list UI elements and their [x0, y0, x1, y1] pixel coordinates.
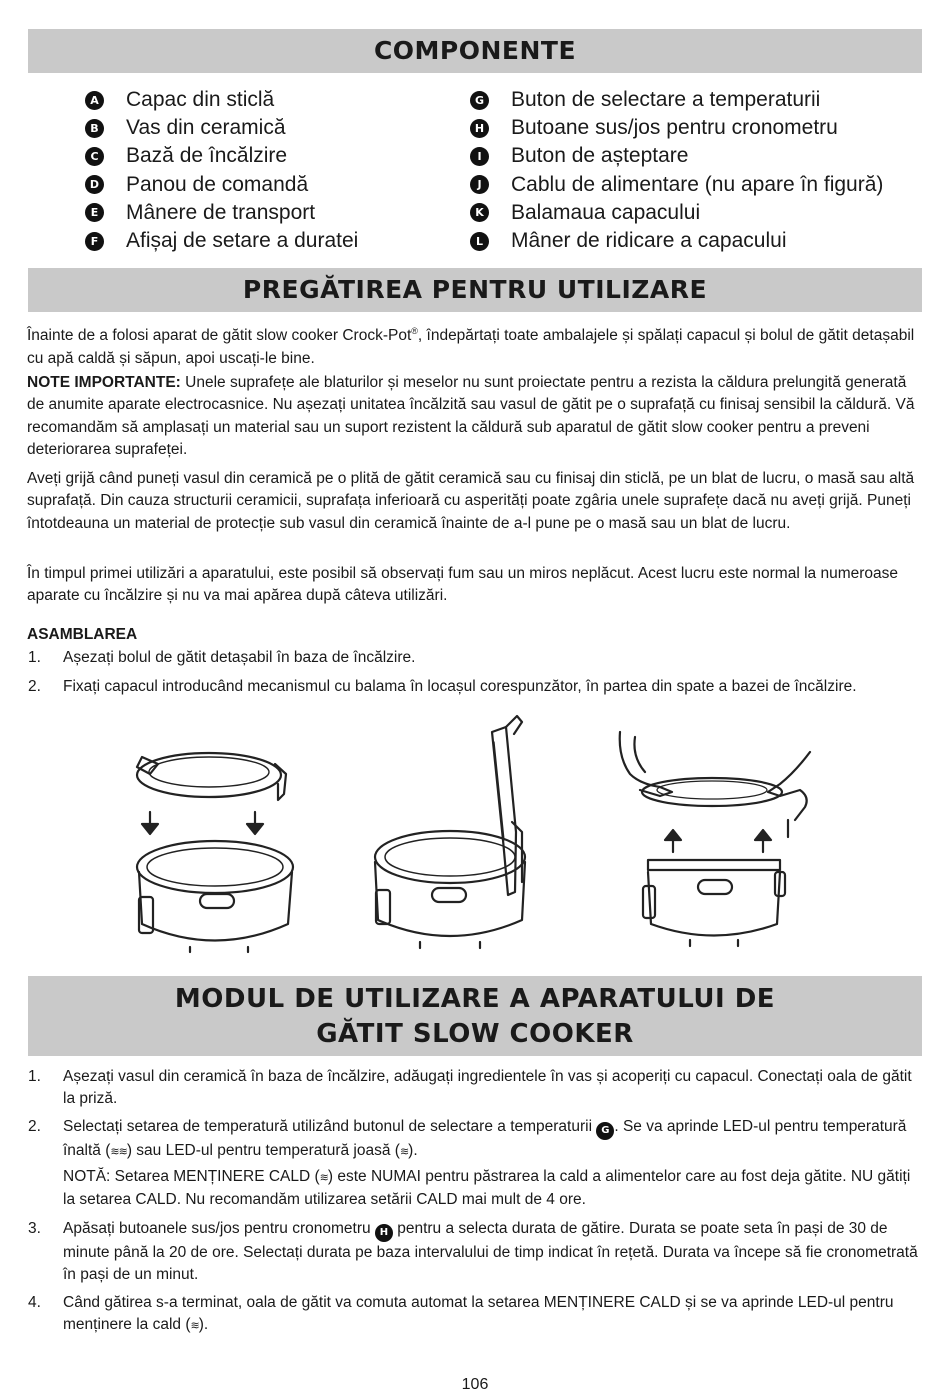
component-label: Buton de așteptare [511, 144, 689, 168]
component-label: Mânere de transport [126, 200, 316, 224]
usage-step-number: 4. [28, 1294, 41, 1311]
prep-paragraph-1 [27, 320, 925, 370]
prep-p3-text: Aveți grijă când puneți vasul din ceramică pe o plită de gătit ceramică sau cu finisaj din sticlă, pe un blat de lucru, o masă sau altă suprafață. Din cauza structurii ceramicii, suprafața inferioară cu asperități poate zgâria unele suprafețe dacă nu aveți grijă. Puneți întotdeauna un material de protecție sub vasul din ceramică înainte de a-l pune pe o masă sau un blat de lucru. [27, 470, 915, 532]
usage-step-number: 3. [28, 1220, 41, 1237]
note-label: NOTE IMPORTANTE: [27, 374, 181, 391]
letter-badge: G [596, 1122, 614, 1140]
component-label: Vas din ceramică [126, 116, 286, 140]
component-item [470, 199, 883, 227]
component-item [470, 114, 883, 142]
component-label: Balamaua capacului [511, 200, 701, 224]
component-label: Afișaj de setare a duratei [126, 229, 359, 253]
letter-badge: K [470, 203, 489, 222]
step-text: ). [408, 1142, 418, 1159]
step-text: ) sau LED-ul pentru temperatură joasă ( [126, 1142, 400, 1159]
letter-badge: H [375, 1224, 393, 1242]
prep-heading [28, 268, 922, 312]
assembly-step-number: 2. [28, 678, 41, 695]
step-text: Selectați setarea de temperatură utilizând butonul de selectare a temperaturii [63, 1118, 597, 1135]
low-heat-icon: ≋ [399, 1145, 409, 1158]
keep-warm-icon: ≋ [190, 1319, 199, 1333]
keep-warm-icon: ≋ [319, 1171, 328, 1184]
component-label: Cablu de alimentare (nu apare în figură) [511, 172, 884, 196]
component-item [470, 86, 883, 114]
usage-step-text [63, 1292, 925, 1338]
component-item [470, 227, 883, 255]
component-item [470, 171, 883, 199]
component-item [85, 227, 358, 255]
usage-step-text [63, 1116, 925, 1163]
usage-step-text [63, 1218, 925, 1287]
registered-mark: ® [411, 326, 418, 336]
cooker-lid-placement-figure [137, 753, 293, 952]
letter-badge: B [85, 119, 104, 138]
prep-p1-text-cont: , îndepărtați toate ambalajele și spălați capacul și bolul de gătit detașabil cu apă caldă și săpun, apoi uscați-le bine. [27, 327, 915, 367]
prep-paragraph-3 [27, 468, 925, 535]
components-list-left [85, 86, 358, 255]
component-label: Mâner de ridicare a capacului [511, 229, 787, 253]
usage-step-number: 2. [28, 1118, 41, 1135]
components-title: COMPONENTE [373, 36, 577, 65]
usage-step-text: Așezați vasul din ceramică în baza de încălzire, adăugați ingredientele în vas și acoperiți cu capacul. Conectați oala de gătit la priză. [63, 1068, 912, 1108]
components-heading [28, 29, 922, 73]
letter-badge: H [470, 119, 489, 138]
component-label: Bază de încălzire [126, 144, 288, 168]
component-label: Panou de comandă [126, 172, 309, 196]
prep-p1-text: Înainte de a folosi aparat de gătit slow cooker Crock-Pot [27, 327, 412, 345]
assembly-step-text: Fixați capacul introducând mecanismul cu balama în locașul corespunzător, în partea din spate a bazei de încălzire. [63, 678, 857, 695]
letter-badge: C [85, 147, 104, 166]
component-item [85, 86, 358, 114]
component-item [85, 171, 358, 199]
cooker-lid-removal-figure [620, 732, 810, 946]
note-text: ) este NUMAI pentru păstrarea la cald a alimentelor care au fost deja gătite. NU gătiți la setarea CALD. Nu recomandăm utilizarea setării CALD mai mult de 4 ore. [63, 1168, 911, 1209]
step-text: Apăsați butoanele sus/jos pentru cronometru [63, 1220, 375, 1237]
letter-badge: I [470, 147, 489, 166]
component-label: Capac din sticlă [126, 88, 275, 111]
step-text: ). [198, 1316, 209, 1334]
letter-badge: F [85, 232, 104, 251]
usage-title-line-2: GĂTIT SLOW COOKER [316, 1019, 634, 1049]
note-text: NOTĂ: Setarea MENȚINERE CALD ( [63, 1168, 320, 1185]
assembly-step-text: Așezați bolul de gătit detașabil în baza de încălzire. [63, 649, 416, 666]
letter-badge: D [85, 175, 104, 194]
page-number: 106 [461, 1376, 489, 1393]
usage-heading [28, 976, 922, 1056]
prep-p4-text: În timpul primei utilizări a aparatului, este posibil să observați fum sau un miros neplăcut. Acest lucru este normal la numeroase aparate cu încălzire și nu va mai apărea după câteva utilizări. [27, 565, 898, 605]
high-heat-icon: ≋≋ [110, 1145, 127, 1158]
component-label: Butoane sus/jos pentru cronometru [511, 116, 838, 140]
important-note [27, 372, 925, 462]
component-item [85, 199, 358, 227]
usage-title-line-1: MODUL DE UTILIZARE A APARATULUI DE [174, 984, 776, 1014]
component-item [470, 142, 883, 170]
step-text: pentru a selecta durata de gătire. Durata se poate seta în pași de 30 de minute până la 20 de ore. Selectați durata pe baza intervalului de timp indicat în rețetă. Durata va începe să fie cronometrată în pași de un minut. [63, 1220, 918, 1284]
assembly-illustration [120, 712, 840, 962]
step-text: Când gătirea s-a terminat, oala de gătit va comuta automat la setarea MENȚINERE CALD și se va aprinde LED-ul pentru menținere la cald ( [63, 1294, 894, 1334]
assembly-step-number: 1. [28, 649, 41, 666]
letter-badge: E [85, 203, 104, 222]
letter-badge: A [85, 91, 104, 110]
component-item [85, 114, 358, 142]
letter-badge: J [470, 175, 489, 194]
components-list-right [470, 86, 883, 255]
prep-title: PREGĂTIREA PENTRU UTILIZARE [242, 275, 708, 304]
letter-badge: L [470, 232, 489, 251]
note-text: Unele suprafețe ale blaturilor și meselor nu sunt proiectate pentru a rezista la căldura prelungită generată de anumite aparate electrocasnice. Nu așezați unitatea încălzită sau vasul de gătit pe o suprafață cu finisaj sensibil la căldură. Vă recomandăm să amplasați un material sau un suport rezistent la căldură sub aparatul de gătit slow cooker pentru a preveni deteriorarea suprafeței. [27, 374, 915, 459]
step-text: . Se va aprinde LED-ul pentru temperatură înaltă ( [63, 1118, 907, 1159]
prep-paragraph-4 [27, 563, 925, 608]
component-label: Buton de selectare a temperaturii [511, 88, 821, 111]
component-item [85, 142, 358, 170]
cooker-hinged-lid-figure [375, 716, 525, 948]
letter-badge: G [470, 91, 489, 110]
warm-setting-note [63, 1166, 925, 1212]
usage-step-number: 1. [28, 1068, 41, 1085]
assembly-title: ASAMBLAREA [27, 626, 138, 643]
